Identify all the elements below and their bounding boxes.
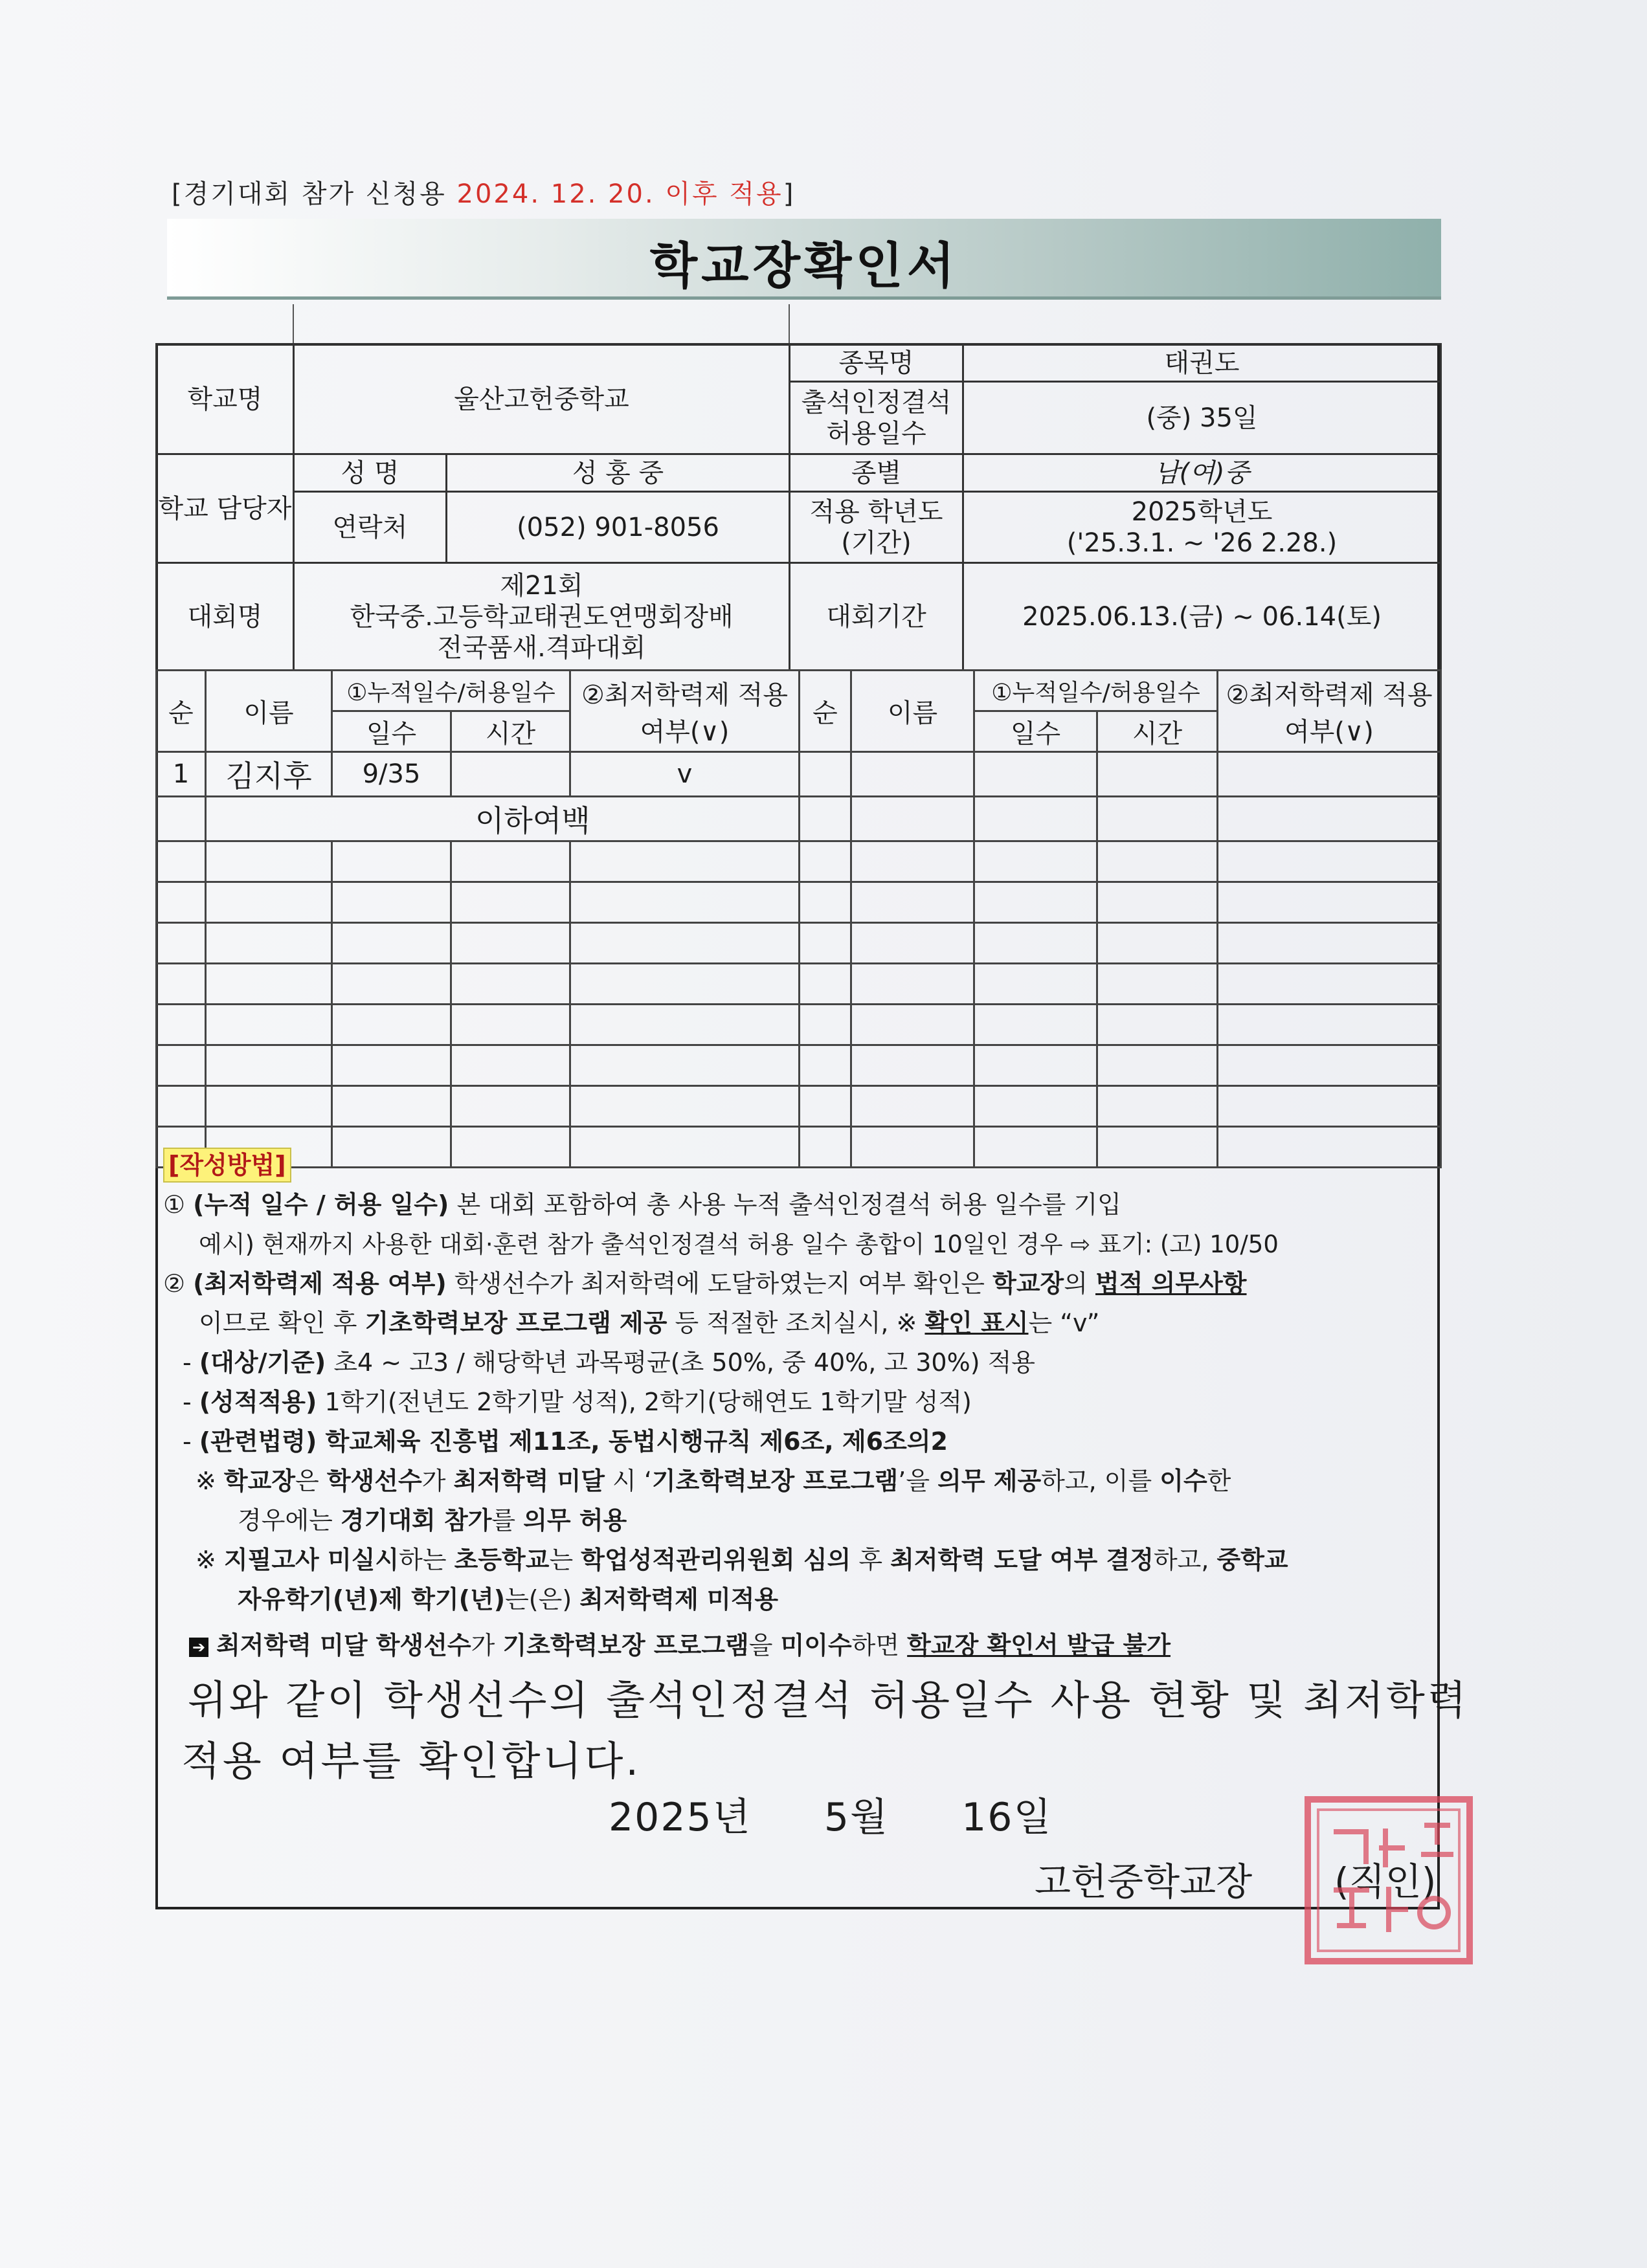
col-cumulative-right: ①누적일수/허용일수 — [974, 671, 1218, 711]
event-value: 태권도 — [963, 344, 1441, 382]
col-hours-right: 시간 — [1097, 711, 1218, 752]
col-name-right: 이름 — [851, 671, 974, 752]
col-no: 순 — [157, 671, 206, 752]
col-days-right: 일수 — [974, 711, 1097, 752]
writing-method — [163, 1146, 1432, 1665]
table-row — [157, 1086, 1441, 1127]
statement-line1: 위와 같이 학생선수의 출석인정결석 허용일수 사용 현황 및 최저학력 — [188, 1676, 1469, 1724]
manager-label: 학교 담당자 — [157, 454, 294, 563]
guide-line — [789, 304, 790, 344]
blank-note: 이하여백 — [206, 797, 800, 841]
statement-line2: 적용 여부를 확인합니다. — [181, 1737, 642, 1784]
competition-line3: 전국품새.격파대회 — [437, 632, 646, 663]
roster-table — [155, 669, 1442, 1168]
row-no: 1 — [157, 752, 206, 797]
col-cumulative: ①누적일수/허용일수 — [332, 671, 570, 711]
header-note — [172, 173, 795, 210]
table-row — [157, 964, 1441, 1005]
period-label: 대회기간 — [790, 563, 963, 671]
year-value: 2025학년도 — [1131, 496, 1273, 527]
arrow-box-icon: ➔ — [189, 1638, 208, 1657]
col-minimum-right: ②최저학력제 적용여부(∨) — [1218, 671, 1441, 752]
competition-line2: 한국중.고등학교태권도연맹회장배 — [350, 601, 734, 632]
competition-label: 대회명 — [157, 563, 294, 671]
competition-cell — [294, 563, 790, 671]
period-value: 2025.06.13.(금) ~ 06.14(토) — [963, 563, 1441, 671]
table-row — [157, 1045, 1441, 1086]
date-year: 2025년 — [609, 1795, 752, 1840]
row-days: 9/35 — [332, 752, 451, 797]
method-sub-2: - (성적적용) 1학기(전년도 2학기말 성적), 2학기(당해연도 1학기말 성적) — [183, 1388, 972, 1416]
header-date-rule: 2024. 12. 20. 이후 적용 — [456, 179, 783, 209]
year-label: 적용 학년도 (기간) — [790, 492, 963, 563]
issue-date — [609, 1786, 1052, 1842]
method-note-1-line2: 경우에는 경기대회 참가를 의무 허용 — [238, 1506, 627, 1535]
year-cell — [963, 492, 1441, 563]
confirmation-statement — [181, 1670, 1469, 1792]
method-item-2-line2: 이므로 확인 후 기초학력보장 프로그램 제공 등 적절한 조치실시, ※ 확인 표시는 “v” — [199, 1309, 1100, 1337]
contact-label: 연락처 — [294, 492, 447, 563]
table-row — [157, 752, 1441, 797]
col-no-right: 순 — [800, 671, 851, 752]
col-name: 이름 — [206, 671, 332, 752]
seal-mark: (직인) — [1334, 1860, 1437, 1904]
row-check: v — [570, 752, 800, 797]
page-title: 학교장확인서 — [649, 237, 959, 295]
event-label: 종목명 — [790, 344, 963, 382]
method-note-1: ※ 학교장은 학생선수가 최저학력 미달 시 ‘기초학력보장 프로그램’을 의무 제공하고, 이를 이수한 — [196, 1467, 1231, 1495]
method-item-1-example: 예시) 현재까지 사용한 대회·훈련 참가 출석인정결석 허용 일수 총합이 10일인 경우 ⇨ 표기: (고) 10/50 — [199, 1230, 1279, 1258]
table-row — [157, 1005, 1441, 1045]
info-table — [155, 343, 1442, 671]
method-label: [작성방법] — [163, 1148, 291, 1183]
header-prefix: [경기대회 참가 신청용 — [172, 179, 457, 209]
name-value: 성 홍 중 — [447, 454, 790, 492]
name-label: 성 명 — [294, 454, 447, 492]
table-row — [157, 797, 1441, 841]
gender-value: 남(여)중 — [963, 454, 1441, 492]
allowed-days-value: (중) 35일 — [963, 382, 1441, 454]
method-item-1: ① (누적 일수 / 허용 일수) 본 대회 포함하여 총 사용 누적 출석인정결석 허용 일수를 기입 — [163, 1190, 1121, 1219]
header-suffix: ] — [783, 179, 796, 209]
row-hours — [451, 752, 570, 797]
allowed-days-label: 출석인정결석 허용일수 — [790, 382, 963, 454]
competition-line1: 제21회 — [500, 570, 583, 601]
table-row — [157, 882, 1441, 923]
date-month: 5월 — [824, 1795, 889, 1840]
school-label: 학교명 — [157, 344, 294, 454]
date-day: 16일 — [961, 1795, 1053, 1840]
guide-line — [293, 304, 294, 344]
table-row — [157, 923, 1441, 964]
method-note-2-line2: 자유학기(년)제 학기(년)는(은) 최저학력제 미적용 — [238, 1585, 779, 1614]
year-period: ('25.3.1. ~ '26 2.28.) — [1066, 528, 1338, 558]
title-bar — [167, 219, 1441, 300]
col-hours: 시간 — [451, 711, 570, 752]
col-days: 일수 — [332, 711, 451, 752]
method-item-2: ② (최저학력제 적용 여부) 학생선수가 최저학력에 도달하였는지 여부 확인은 학교장의 법적 의무사항 — [163, 1269, 1247, 1298]
method-final-note: ➔ 최저학력 미달 학생선수가 기초학력보장 프로그램을 미이수하면 학교장 확인서 발급 불가 — [163, 1626, 1432, 1665]
row-name: 김지후 — [206, 752, 332, 797]
col-minimum: ②최저학력제 적용여부(∨) — [570, 671, 800, 752]
signer-name: 고헌중학교장 — [1035, 1860, 1253, 1904]
school-value: 울산고헌중학교 — [294, 344, 790, 454]
contact-value: (052) 901-8056 — [447, 492, 790, 563]
table-row — [157, 841, 1441, 882]
method-sub-3: - (관련법령) 학교체육 진흥법 제11조, 동법시행규칙 제6조, 제6조의2 — [183, 1427, 948, 1456]
method-note-2: ※ 지필고사 미실시하는 초등학교는 학업성적관리위원회 심의 후 최저학력 도달 여부 결정하고, 중학교 — [196, 1546, 1288, 1574]
official-seal-icon — [1301, 1793, 1476, 1968]
gender-label: 종별 — [790, 454, 963, 492]
method-sub-1: - (대상/기준) 초4 ~ 고3 / 해당학년 과목평균(초 50%, 중 40%, 고 30%) 적용 — [183, 1348, 1036, 1377]
